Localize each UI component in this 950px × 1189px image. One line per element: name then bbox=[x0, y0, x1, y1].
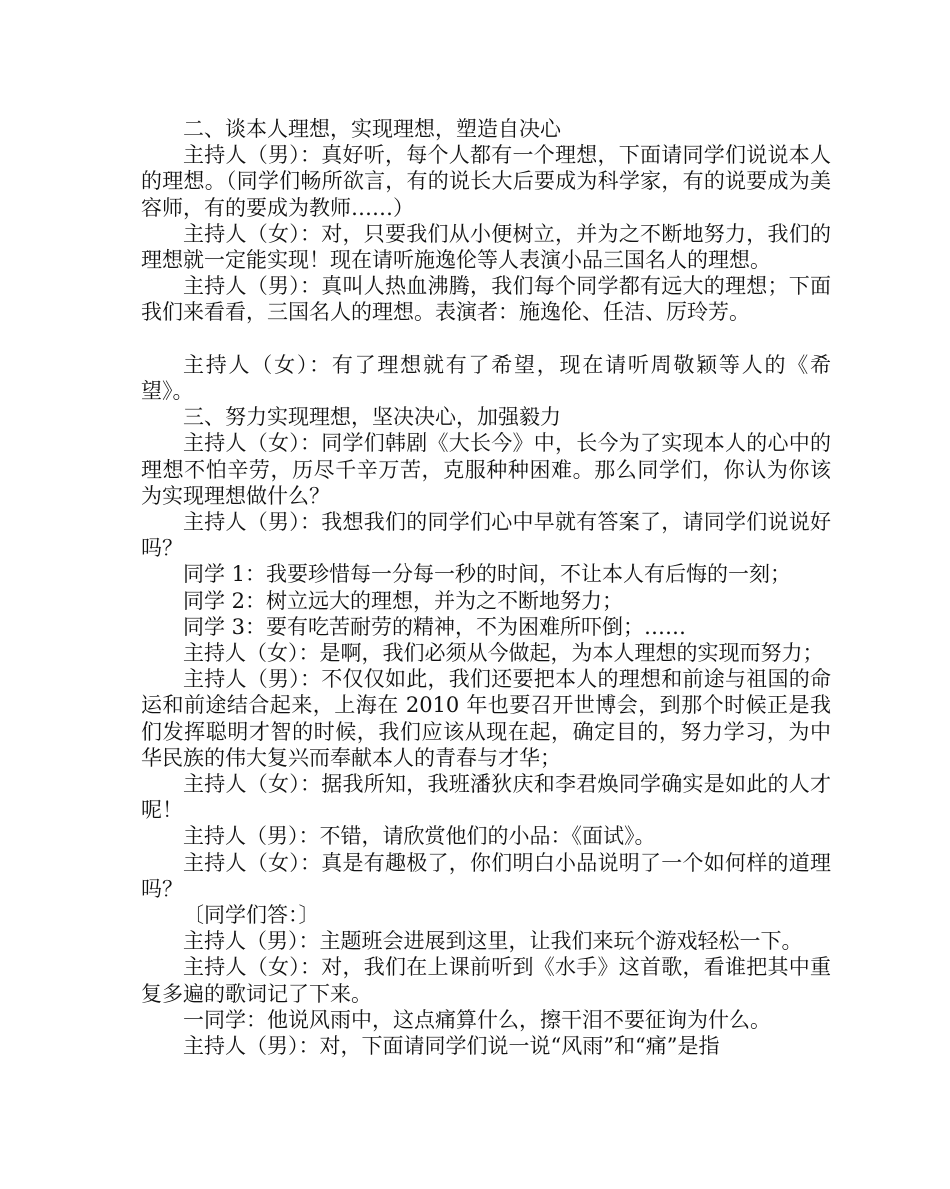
paragraph-host-female-7: 主持人（女）：对，我们在上课前听到《水手》这首歌，看谁把其中重复多遍的歌词记了下来。 bbox=[141, 955, 831, 1006]
document-body bbox=[141, 116, 831, 1059]
paragraph-host-male-1: 主持人（男）：真好听，每个人都有一个理想，下面请同学们说说本人的理想。（同学们畅所欲言，有的说长大后要成为科学家，有的说要成为美容师，有的要成为教师……） bbox=[141, 143, 831, 220]
paragraph-host-female-5: 主持人（女）：据我所知，我班潘狄庆和李君焕同学确实是如此的人才呢！ bbox=[141, 772, 831, 823]
paragraph-host-male-7: 主持人（男）：对，下面请同学们说一说“风雨”和“痛”是指 bbox=[183, 1034, 720, 1059]
section-heading-3: 三、努力实现理想，坚决决心，加强毅力 bbox=[183, 405, 561, 430]
paragraph-host-male-5: 主持人（男）：不错，请欣赏他们的小品：《面试》。 bbox=[183, 824, 656, 849]
paragraph-host-female-1: 主持人（女）：对，只要我们从小便树立，并为之不断地努力，我们的理想就一定能实现！现在请听施逸伦等人表演小品三国名人的理想。 bbox=[141, 221, 831, 273]
section-heading-2: 二、谈本人理想，实现理想，塑造自决心 bbox=[183, 117, 561, 141]
paragraph-host-male-3: 主持人（男）：我想我们的同学们心中早就有答案了，请同学们说说好吗？ bbox=[141, 510, 831, 561]
blank-line bbox=[141, 326, 831, 352]
paragraph-student-1: 同学 1：我要珍惜每一分每一秒的时间，不让本人有后悔的一刻； bbox=[183, 562, 792, 587]
paragraph-student-2: 同学 2：树立远大的理想，并为之不断地努力； bbox=[183, 588, 624, 613]
paragraph-host-female-2: 主持人（女）：有了理想就有了希望，现在请听周敬颖等人的《希望》。 bbox=[141, 352, 831, 404]
paragraph-students-answer: 〔同学们答：〕 bbox=[183, 903, 320, 928]
paragraph-student-3: 同学 3：要有吃苦耐劳的精神，不为困难所吓倒；…… bbox=[183, 614, 687, 639]
paragraph-host-male-2: 主持人（男）：真叫人热血沸腾，我们每个同学都有远大的理想；下面我们来看看，三国名人的理想。表演者：施逸伦、任洁、厉玲芳。 bbox=[141, 274, 831, 325]
paragraph-host-female-6: 主持人（女）：真是有趣极了，你们明白小品说明了一个如何样的道理吗？ bbox=[141, 850, 831, 901]
paragraph-one-student: 一同学：他说风雨中，这点痛算什么，擦干泪不要征询为什么。 bbox=[183, 1007, 771, 1032]
paragraph-host-male-6: 主持人（男）：主题班会进展到这里，让我们来玩个游戏轻松一下。 bbox=[183, 929, 803, 954]
paragraph-host-male-4: 主持人（男）：不仅仅如此，我们还要把本人的理想和前途与祖国的命运和前途结合起来，上海在 2010 年也要召开世博会，到那个时候正是我们发挥聪明才智的时候，我们应该从现在起，确定目的，努力学习，为中华民族的伟大复兴而奉献本人的青春与才华； bbox=[141, 667, 831, 770]
paragraph-host-female-4: 主持人（女）：是啊，我们必须从今做起，为本人理想的实现而努力； bbox=[183, 641, 824, 666]
paragraph-host-female-3: 主持人（女）：同学们韩剧《大长今》中，长今为了实现本人的心中的理想不怕辛劳，历尽千辛万苦，克服种种困难。那么同学们，你认为你该为实现理想做什么？ bbox=[141, 431, 831, 508]
